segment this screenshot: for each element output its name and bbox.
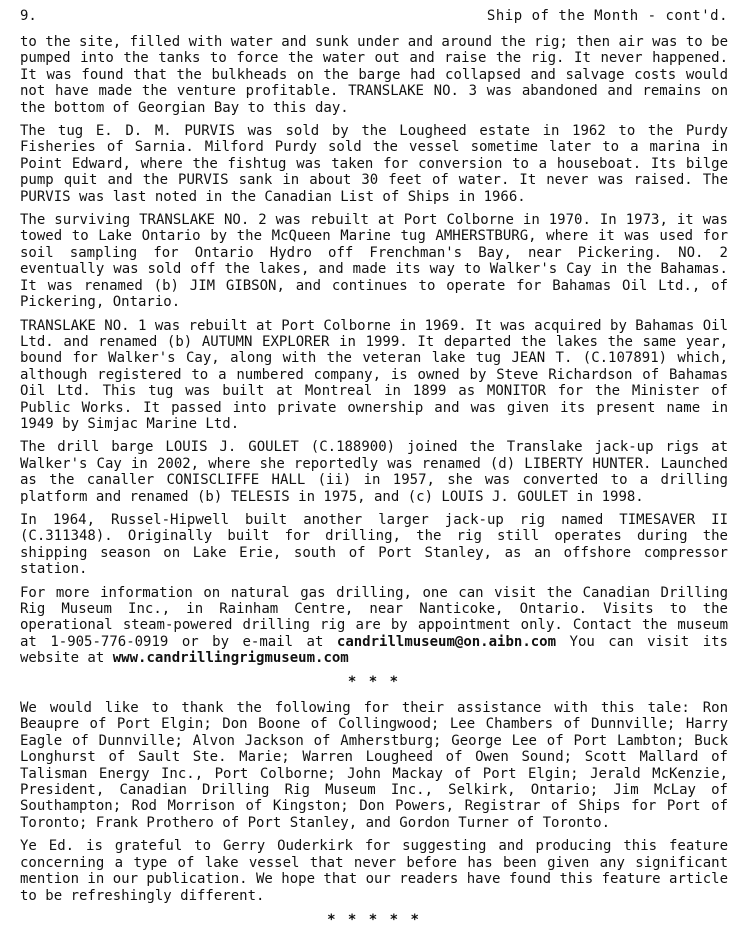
- paragraph-editor-note: Ye Ed. is grateful to Gerry Ouderkirk for suggesting and producing this feature concerning a type of lake vessel that never before has been given any significant mention in our publication. We hope that our readers have found this feature article to be refreshingly different.: [20, 838, 729, 904]
- section-separator: * * *: [347, 673, 401, 690]
- paragraph-timesaver: In 1964, Russel-Hipwell built another larger jack-up rig named TIMESAVER II (C.311348). Originally built for drilling, the rig still operates during the shipping season on Lake Erie, south of Port Stanley, as an offshore compressor station.: [20, 511, 728, 578]
- museum-website: www.candrillingrigmuseum.com: [112, 650, 349, 667]
- museum-website-intro: You can visit its website at: [20, 633, 728, 667]
- paragraph-museum: [20, 585, 728, 667]
- paragraph-translake-2: The surviving TRANSLAKE NO. 2 was rebuilt at Port Colborne in 1970. In 1973, it was towed to Lake Ontario by the McQueen Marine tug AMHERSTBURG, where it was used for soil sampling for Ontario Hydro off Frenchman's Bay, near Pickering. NO. 2 eventually was sold off the lakes, and made its way to Walker's Cay in the Bahamas. It was renamed (b) JIM GIBSON, and continues to operate for Bahamas Oil Ltd., of Pickering, Ontario.: [20, 212, 728, 311]
- running-title: Ship of the Month - cont'd.: [486, 8, 728, 24]
- museum-text: For more information on natural gas drilling, one can visit the Canadian Drilling Rig Museum Inc., in Rainham Centre, near Nanticoke, Ontario. Visits to the operational steam-powered drilling rig are by appointment only. Contact the museum at 1-905-776-0919 or by e-mail at: [20, 584, 728, 650]
- paragraph-louis-goulet: The drill barge LOUIS J. GOULET (C.188900) joined the Translake jack-up rigs at Walker's Cay in 2002, where she reportedly was renamed (d) LIBERTY HUNTER. Launched as the canaller CONISCLIFFE HALL (ii) in 1957, she was converted to a drilling platform and renamed (b) TELESIS in 1975, and (c) LOUIS J. GOULET in 1998.: [20, 439, 728, 505]
- paragraph-purvis: The tug E. D. M. PURVIS was sold by the Lougheed estate in 1962 to the Purdy Fisheries of Sarnia. Milford Purdy sold the vessel sometime later to a marina in Point Edward, where the fishtug was taken for conversion to a houseboat. Its bilge pump quit and the PURVIS sank in about 30 feet of water. It never was raised. The PURVIS was last noted in the Canadian List of Ships in 1966.: [20, 123, 728, 205]
- page-header: [20, 8, 728, 30]
- paragraph-acknowledgements: We would like to thank the following for their assistance with this tale: Ron Beaupre of Port Elgin; Don Boone of Collingwood; Lee Chambers of Dunnville; Harry Eagle of Dunnville; Alvon Jackson of Amherstburg; George Lee of Port Lambton; Buck Longhurst of Sault Ste. Marie; Warren Lougheed of Owen Sound; Scott Mallard of Talisman Energy Inc., Port Colborne; John Mackay of Port Elgin; Jerald McKenzie, President, Canadian Drilling Rig Museum Inc., Selkirk, Ontario; Jim McLay of Southampton; Rod Morrison of Kingston; Don Powers, Registrar of Ships for Port of Toronto; Frank Prothero of Port Stanley, and Gordon Turner of Toronto.: [20, 700, 728, 831]
- article-body: [20, 34, 728, 938]
- page-number: 9.: [20, 8, 37, 24]
- end-separator: * * * * *: [327, 911, 421, 928]
- paragraph-translake-3: to the site, filled with water and sunk under and around the rig; then air was to be pumped into the tanks to force the water out and raise the rig. It never happened. It was found that the bulkheads on the barge had collapsed and salvage costs would not have made the venture profitable. TRANSLAKE NO. 3 was abandoned and remains on the bottom of Georgian Bay to this day.: [20, 34, 729, 116]
- museum-email: candrillmuseum@on.aibn.com: [336, 633, 557, 650]
- paragraph-translake-1: TRANSLAKE NO. 1 was rebuilt at Port Colborne in 1969. It was acquired by Bahamas Oil Ltd. and renamed (b) AUTUMN EXPLORER in 1999. It departed the lakes the same year, bound for Walker's Cay, along with the veteran lake tug JEAN T. (C.107891) which, although registered to a numbered company, is owned by Steve Richardson of Bahamas Oil Ltd. This tug was built at Montreal in 1899 as MONITOR for the Minister of Public Works. It passed into private ownership and was given its present name in 1949 by Simjac Marine Ltd.: [20, 317, 729, 432]
